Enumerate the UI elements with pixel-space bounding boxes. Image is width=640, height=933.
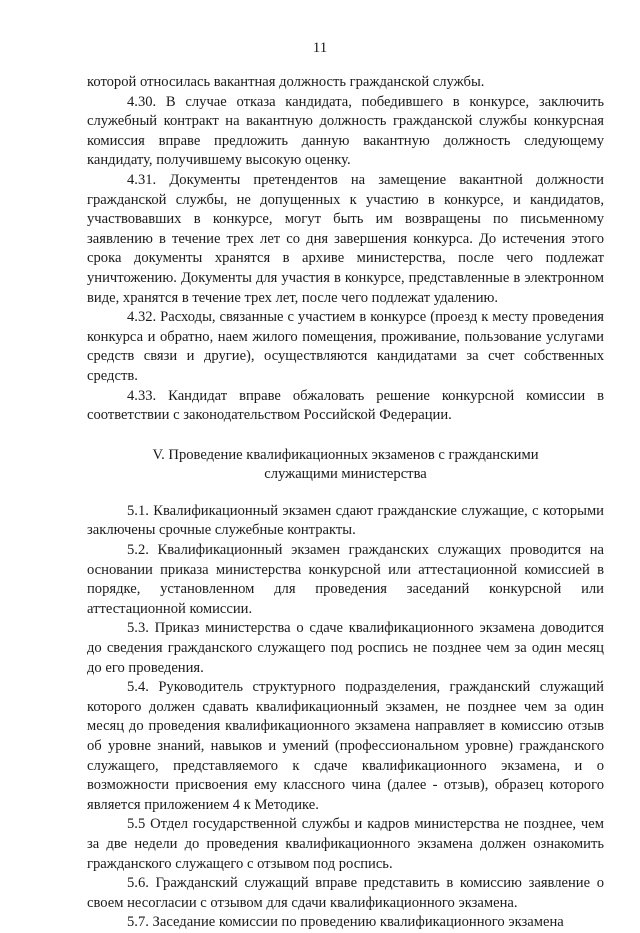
paragraph-5-1: 5.1. Квалификационный экзамен сдают гражданские служащие, с которыми заключены срочные служебные контракты. [87, 502, 604, 539]
paragraph-5-7: 5.7. Заседание комиссии по проведению квалификационного экзамена [127, 914, 564, 931]
paragraph-continuation: которой относилась вакантная должность гражданской службы. [87, 74, 485, 90]
paragraph-4-33: 4.33. Кандидат вправе обжаловать решение конкурсной комиссии в соответствии с законодательством Российской Федерации. [87, 387, 604, 424]
paragraph-5-5: 5.5 Отдел государственной службы и кадров министерства не позднее, чем за две недели до проведения квалификационного экзамена должен ознакомить гражданского служащего с отзывом под роспись. [87, 816, 604, 872]
paragraph-5-3: 5.3. Приказ министерства о сдаче квалификационного экзамена доводится до сведения гражданского служащего под роспись не позднее чем за один месяц до его проведения. [87, 620, 604, 676]
section-heading-line-1: V. Проведение квалификационных экзаменов с гражданскими [152, 446, 539, 463]
document-body [87, 73, 604, 933]
paragraph-5-4: 5.4. Руководитель структурного подразделения, гражданский служащий которого должен сдавать квалификационный экзамен, не позднее чем за один месяц до проведения квалификационного экзамена направляет в комиссию отзыв об уровне знаний, навыков и умений (профессиональном уровне) гражданского служащего, представляемого к сдаче квалификационного экзамена, и о возможности присвоения ему классного чина (далее - отзыв), образец которого является приложением 4 к Методике. [87, 679, 604, 813]
paragraph-4-32: 4.32. Расходы, связанные с участием в конкурсе (проезд к месту проведения конкурса и обратно, наем жилого помещения, проживание, пользование услугами средств связи и другие), осуществляются кандидатами за счет собственных средств. [87, 309, 604, 384]
paragraph-5-2: 5.2. Квалификационный экзамен гражданских служащих проводится на основании приказа министерства конкурсной или аттестационной комиссией в порядке, установленном для проведения заседаний конкурсной или аттестационной комиссии. [87, 542, 604, 617]
page-number: 11 [312, 40, 328, 56]
paragraph-4-31: 4.31. Документы претендентов на замещение вакантной должности гражданской службы, не допущенных к участию в конкурсе, и кандидатов, участвовавших в конкурсе, могут быть им возвращены по письменному заявлению в течение трех лет со дня завершения конкурса. До истечения этого срока документы хранятся в архиве министерства, после чего подлежат уничтожению. Документы для участия в конкурсе, представленные в электронном виде, хранятся в течение трех лет, после чего подлежат удалению. [87, 171, 604, 306]
section-heading-line-2: служащими министерства [264, 466, 427, 483]
section-heading [87, 446, 604, 485]
paragraph-4-30: 4.30. В случае отказа кандидата, победившего в конкурсе, заключить служебный контракт на вакантную должность гражданской службы конкурсная комиссия вправе предложить данную вакантную должность следующему кандидату, получившему высокую оценку. [87, 93, 604, 169]
paragraph-5-6: 5.6. Гражданский служащий вправе представить в комиссию заявление о своем несогласии с отзывом для сдачи квалификационного экзамена. [87, 875, 604, 911]
